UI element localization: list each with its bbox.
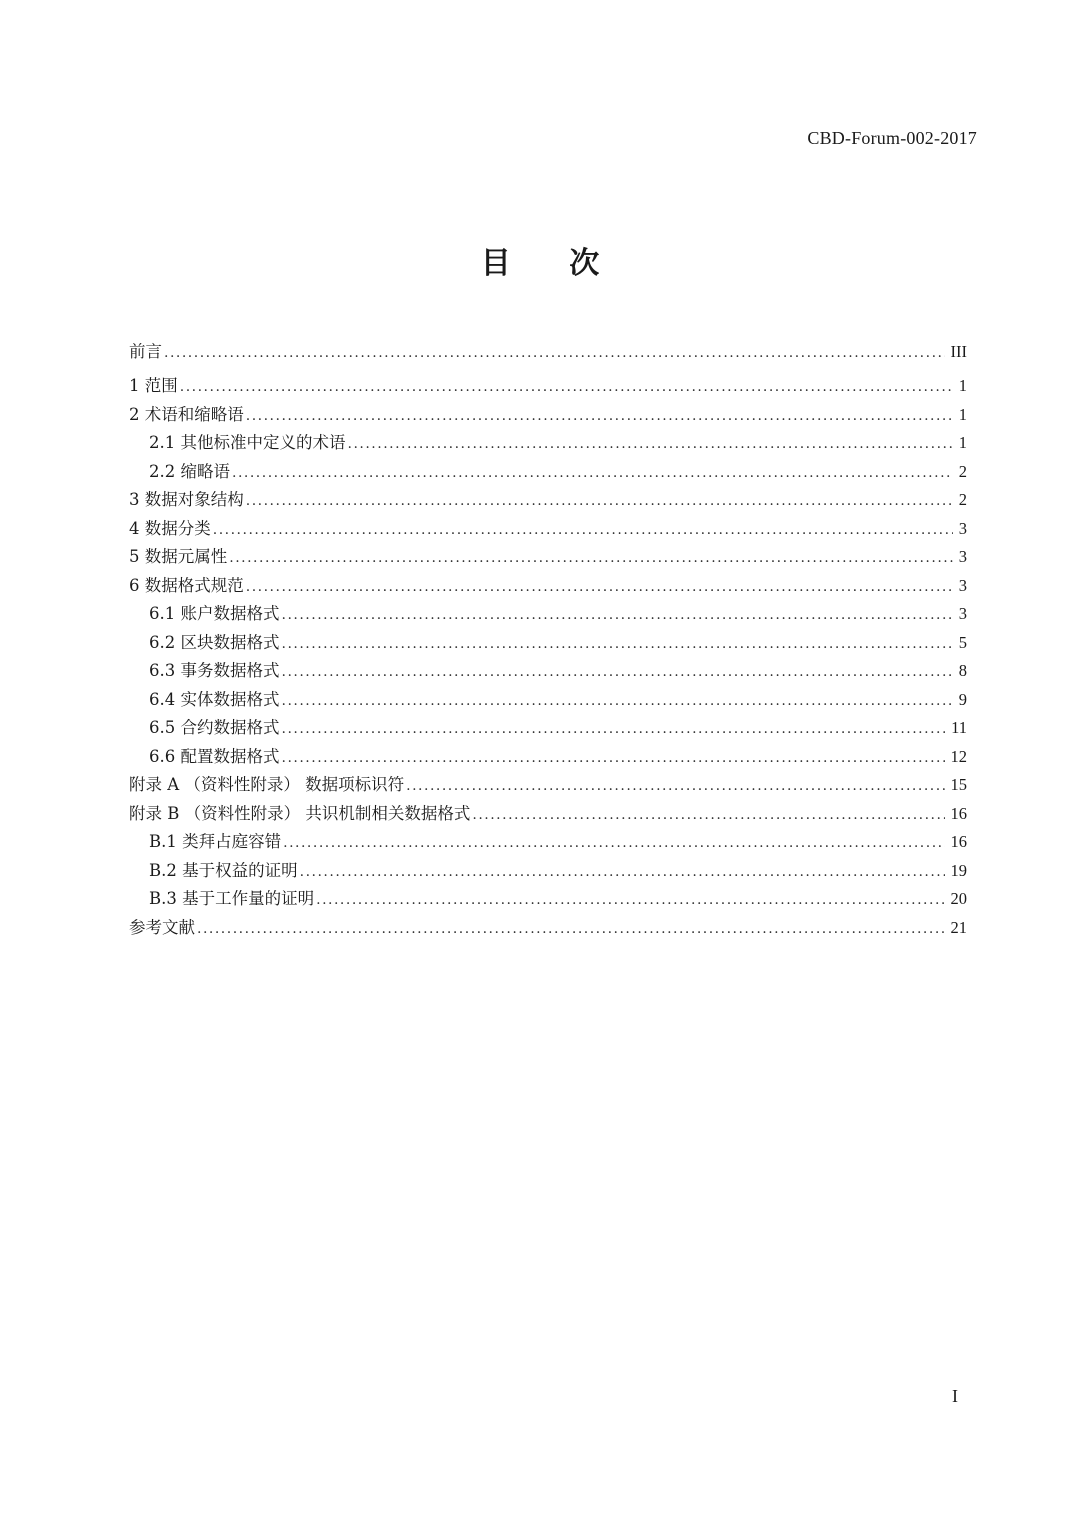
toc-subentry[interactable] <box>129 429 967 458</box>
toc-leader-dots <box>348 430 953 459</box>
toc-leader-dots <box>282 601 953 630</box>
toc-entry[interactable] <box>129 543 967 572</box>
toc-entry-page: 12 <box>950 746 967 766</box>
toc-entry[interactable] <box>129 914 967 943</box>
page-number: I <box>952 1386 958 1406</box>
toc-leader-dots <box>213 516 953 545</box>
toc-entry-page: 3 <box>958 518 967 538</box>
toc-subentry[interactable] <box>129 743 967 772</box>
toc-leader-dots <box>246 402 953 431</box>
toc-entry-label: B.3 基于工作量的证明 <box>149 889 315 908</box>
toc-entry-page: 2 <box>958 490 967 509</box>
toc-leader-dots <box>472 801 944 830</box>
toc-entry-label: 1 范围 <box>129 376 178 395</box>
toc-leader-dots <box>164 337 945 369</box>
toc-leader-dots <box>300 858 945 887</box>
toc-subentry[interactable] <box>129 686 967 715</box>
toc-entry-label: 附录 A （资料性附录） 数据项标识符 <box>129 775 405 794</box>
toc-leader-dots <box>282 658 953 687</box>
toc-entry-label: 6.3 事务数据格式 <box>149 661 280 680</box>
toc-entry-label: 2.1 其他标准中定义的术语 <box>149 433 346 452</box>
toc-entry-page: 3 <box>958 604 967 623</box>
toc-entry-label: 6.1 账户数据格式 <box>149 604 280 623</box>
toc-entry-label: 2.2 缩略语 <box>149 461 230 481</box>
toc-entry[interactable] <box>129 515 967 544</box>
toc-entry-page: 8 <box>958 661 967 680</box>
toc-entry-page: 16 <box>950 803 967 823</box>
toc-entry-label: 6.6 配置数据格式 <box>149 746 280 766</box>
toc-entry-page: 1 <box>958 404 967 424</box>
toc-entry-label: B.2 基于权益的证明 <box>149 860 298 880</box>
toc-entry-label: 5 数据元属性 <box>129 547 228 566</box>
toc-leader-dots <box>316 886 944 915</box>
toc-entry-page: III <box>950 342 967 361</box>
toc-entry-page: 15 <box>950 775 967 794</box>
toc-entry-label: B.1 类拜占庭容错 <box>149 832 282 851</box>
toc-leader-dots <box>232 459 953 488</box>
toc-entry-label: 4 数据分类 <box>129 518 211 538</box>
toc-entry-label: 6.4 实体数据格式 <box>149 689 280 709</box>
toc-entry-page: 21 <box>950 917 967 937</box>
toc-entry-label: 6 数据格式规范 <box>129 575 244 595</box>
toc-entry[interactable] <box>129 771 967 800</box>
toc-leader-dots <box>283 829 944 858</box>
toc-entry-label: 6.2 区块数据格式 <box>149 632 280 652</box>
toc-entry-label: 附录 B （资料性附录） 共识机制相关数据格式 <box>129 803 471 823</box>
toc-entry-page: 3 <box>958 575 967 595</box>
toc-entry[interactable] <box>129 401 967 430</box>
toc-leader-dots <box>282 630 953 659</box>
toc-leader-dots <box>246 487 953 516</box>
toc-leader-dots <box>406 772 944 801</box>
toc-entry-page: 11 <box>951 718 967 737</box>
toc-entry-page: 2 <box>958 461 967 481</box>
toc-subentry[interactable] <box>129 657 967 686</box>
toc-entry-label: 6.5 合约数据格式 <box>149 718 280 737</box>
toc-entry-page: 20 <box>950 889 967 908</box>
toc-entry-page: 5 <box>958 632 967 652</box>
toc-leader-dots <box>246 573 953 602</box>
table-of-contents <box>129 336 967 942</box>
toc-leader-dots <box>282 744 945 773</box>
toc-entry-page: 16 <box>950 832 967 851</box>
toc-leader-dots <box>180 373 953 402</box>
toc-subentry[interactable] <box>129 629 967 658</box>
toc-leader-dots <box>282 715 946 744</box>
toc-entry-label: 2 术语和缩略语 <box>129 404 244 424</box>
toc-subentry[interactable] <box>129 857 967 886</box>
toc-entry-page: 9 <box>958 689 967 709</box>
toc-subentry[interactable] <box>129 714 967 743</box>
toc-entry-label: 参考文献 <box>129 917 195 937</box>
toc-entry-page: 3 <box>958 547 967 566</box>
toc-entry-label: 3 数据对象结构 <box>129 490 244 509</box>
toc-entry[interactable] <box>129 572 967 601</box>
toc-subentry[interactable] <box>129 885 967 914</box>
toc-subentry[interactable] <box>129 458 967 487</box>
toc-entry-label: 前言 <box>129 342 162 361</box>
toc-entry-page: 19 <box>950 860 967 880</box>
document-code: CBD-Forum-002-2017 <box>807 128 977 148</box>
toc-entry[interactable] <box>129 800 967 829</box>
toc-subentry[interactable] <box>129 600 967 629</box>
toc-title: 目 次 <box>480 246 624 281</box>
toc-subentry[interactable] <box>129 828 967 857</box>
toc-entry-page: 1 <box>958 433 967 452</box>
toc-leader-dots <box>197 915 945 944</box>
toc-entry[interactable] <box>129 372 967 401</box>
toc-leader-dots <box>282 687 953 716</box>
toc-entry-page: 1 <box>958 376 967 395</box>
toc-entry[interactable] <box>129 336 967 372</box>
toc-leader-dots <box>229 544 953 573</box>
toc-entry[interactable] <box>129 486 967 515</box>
